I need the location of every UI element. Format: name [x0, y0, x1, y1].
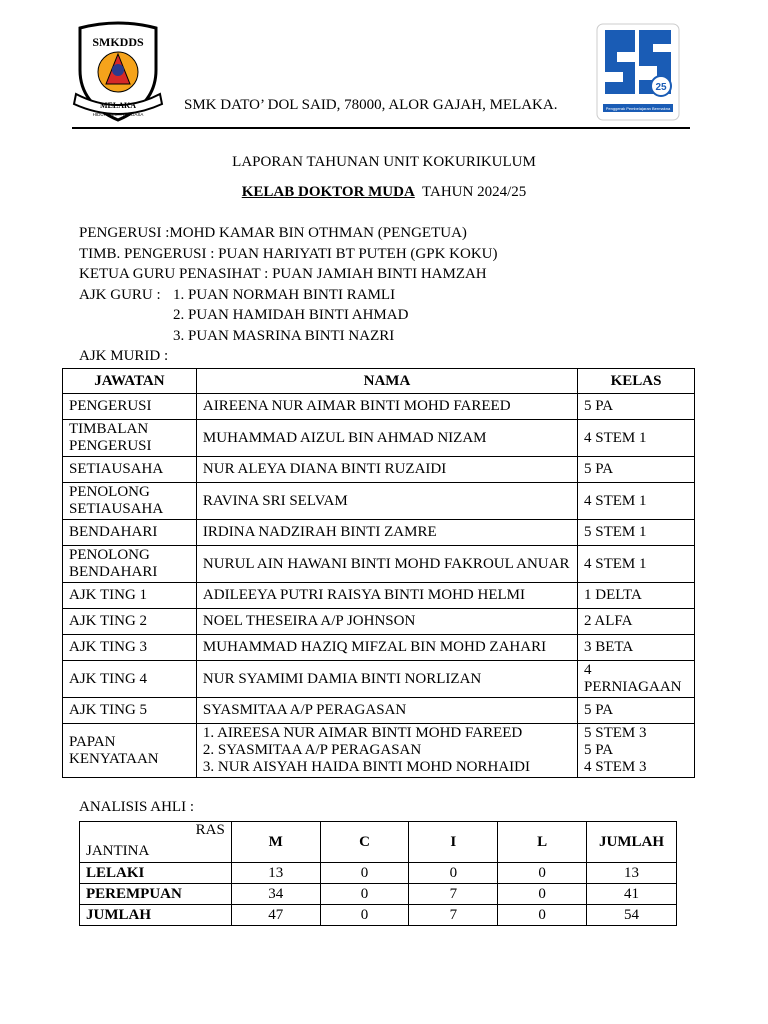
table-row [63, 394, 695, 420]
kpm-logo-number: 25 [655, 82, 667, 93]
cell-jawatan: SETIAUSAHA [63, 457, 197, 483]
table-row [63, 609, 695, 635]
header-i: I [409, 822, 498, 863]
school-address: SMK DATO’ DOL SAID, 78000, ALOR GAJAH, MELAKA. [184, 97, 558, 113]
papan-kelas-1: 5 STEM 3 [584, 725, 647, 741]
cell-value: 7 [409, 884, 498, 905]
cell-jawatan: AJK TING 1 [63, 583, 197, 609]
cell-value: 34 [231, 884, 320, 905]
cell-kelas: 5 PA [578, 394, 695, 420]
cell-nama: SYASMITAA A/P PERAGASAN [196, 698, 577, 724]
cell-jawatan: AJK TING 4 [63, 661, 197, 698]
table-row [63, 546, 695, 583]
ajk-murid-label: AJK MURID : [79, 348, 169, 364]
header-divider [72, 127, 690, 129]
cell-kelas-list [578, 724, 695, 778]
club-name: KELAB DOKTOR MUDA [241, 184, 415, 200]
cell-value: 54 [587, 905, 677, 926]
papan-kelas-3: 4 STEM 3 [584, 759, 647, 775]
cell-value: 0 [320, 884, 409, 905]
cell-jawatan: PENOLONG SETIAUSAHA [63, 483, 197, 520]
kpm-logo-caption: Penggerak Pembelajaran Bermakna [605, 106, 671, 111]
table-row [63, 420, 695, 457]
cell-jawatan: AJK TING 2 [63, 609, 197, 635]
cell-kelas: 4 STEM 1 [578, 546, 695, 583]
row-label: PEREMPUAN [80, 884, 232, 905]
report-year: TAHUN 2024/25 [422, 184, 527, 200]
analysis-header-row [80, 822, 677, 863]
cell-nama: NURUL AIN HAWANI BINTI MOHD FAKROUL ANUAR [196, 546, 577, 583]
header-m: M [231, 822, 320, 863]
cell-value: 0 [320, 905, 409, 926]
cell-nama: NOEL THESEIRA A/P JOHNSON [196, 609, 577, 635]
table-row [80, 863, 677, 884]
row-label: JUMLAH [80, 905, 232, 926]
timb-pengerusi-line: TIMB. PENGERUSI : PUAN HARIYATI BT PUTEH (GPK KOKU) [79, 246, 498, 262]
header-jumlah: JUMLAH [587, 822, 677, 863]
cell-nama: AIREENA NUR AIMAR BINTI MOHD FAREED [196, 394, 577, 420]
table-row [80, 905, 677, 926]
crest-text-bottom: MELAKA [100, 101, 136, 110]
cell-nama: RAVINA SRI SELVAM [196, 483, 577, 520]
ajk-guru-1: 1. PUAN NORMAH BINTI RAMLI [173, 287, 396, 303]
row-label: LELAKI [80, 863, 232, 884]
cell-nama: NUR SYAMIMI DAMIA BINTI NORLIZAN [196, 661, 577, 698]
header-jawatan: JAWATAN [63, 369, 197, 394]
crest-motto: HIDUP MESTI BERJASA [92, 112, 144, 117]
cell-kelas: 4 STEM 1 [578, 420, 695, 457]
analysis-label: ANALISIS AHLI : [79, 799, 194, 815]
table-row-papan-kenyataan [63, 724, 695, 778]
ajk-guru-label: AJK GURU : [79, 287, 161, 303]
cell-kelas: 4 PERNIAGAAN [578, 661, 695, 698]
club-title-line [0, 184, 768, 201]
cell-kelas: 5 PA [578, 698, 695, 724]
header-kelas: KELAS [578, 369, 695, 394]
cell-value: 7 [409, 905, 498, 926]
cell-kelas: 1 DELTA [578, 583, 695, 609]
report-title: LAPORAN TAHUNAN UNIT KOKURIKULUM [232, 154, 536, 170]
header-c: C [320, 822, 409, 863]
table-row [63, 635, 695, 661]
cell-kelas: 3 BETA [578, 635, 695, 661]
cell-value: 0 [498, 863, 587, 884]
ajk-guru-3: 3. PUAN MASRINA BINTI NAZRI [173, 328, 395, 344]
corner-jantina: JANTINA [86, 843, 150, 859]
corner-ras: RAS [195, 822, 225, 838]
cell-nama: MUHAMMAD HAZIQ MIFZAL BIN MOHD ZAHARI [196, 635, 577, 661]
table-row [63, 520, 695, 546]
table-row [63, 698, 695, 724]
table-row [80, 884, 677, 905]
table-row [63, 457, 695, 483]
cell-jawatan: PENGERUSI [63, 394, 197, 420]
cell-value: 13 [587, 863, 677, 884]
cell-nama-list [196, 724, 577, 778]
papan-name-3: 3. NUR AISYAH HAIDA BINTI MOHD NORHAIDI [202, 759, 530, 775]
table-row [63, 661, 695, 698]
cell-jawatan: PENOLONG BENDAHARI [63, 546, 197, 583]
papan-kelas-2: 5 PA [584, 742, 614, 758]
committee-table [62, 368, 695, 778]
cell-value: 0 [498, 884, 587, 905]
cell-jawatan: AJK TING 3 [63, 635, 197, 661]
cell-kelas: 5 STEM 1 [578, 520, 695, 546]
cell-nama: IRDINA NADZIRAH BINTI ZAMRE [196, 520, 577, 546]
cell-jawatan: TIMBALAN PENGERUSI [63, 420, 197, 457]
ajk-guru-2: 2. PUAN HAMIDAH BINTI AHMAD [173, 307, 409, 323]
ketua-guru-line: KETUA GURU PENASIHAT : PUAN JAMIAH BINTI HAMZAH [79, 266, 487, 282]
crest-text-top: SMKDDS [92, 35, 144, 49]
cell-kelas: 2 ALFA [578, 609, 695, 635]
cell-value: 0 [498, 905, 587, 926]
membership-analysis-table [79, 821, 677, 926]
cell-value: 0 [320, 863, 409, 884]
kpm-25-logo [595, 22, 681, 122]
header-l: L [498, 822, 587, 863]
cell-value: 41 [587, 884, 677, 905]
cell-kelas: 4 STEM 1 [578, 483, 695, 520]
cell-jawatan: AJK TING 5 [63, 698, 197, 724]
cell-value: 0 [409, 863, 498, 884]
cell-value: 13 [231, 863, 320, 884]
table-row [63, 483, 695, 520]
pengerusi-line: PENGERUSI :MOHD KAMAR BIN OTHMAN (PENGETUA) [79, 225, 467, 241]
school-crest-logo [72, 20, 164, 124]
cell-nama: NUR ALEYA DIANA BINTI RUZAIDI [196, 457, 577, 483]
cell-kelas: 5 PA [578, 457, 695, 483]
header-nama: NAMA [196, 369, 577, 394]
cell-nama: MUHAMMAD AIZUL BIN AHMAD NIZAM [196, 420, 577, 457]
cell-jawatan: BENDAHARI [63, 520, 197, 546]
corner-cell [80, 822, 232, 863]
cell-nama: ADILEEYA PUTRI RAISYA BINTI MOHD HELMI [196, 583, 577, 609]
committee-header-row [63, 369, 695, 394]
papan-name-2: 2. SYASMITAA A/P PERAGASAN [202, 742, 422, 758]
table-row [63, 583, 695, 609]
papan-name-1: 1. AIREESA NUR AIMAR BINTI MOHD FAREED [202, 725, 523, 741]
cell-value: 47 [231, 905, 320, 926]
cell-jawatan: PAPAN KENYATAAN [63, 724, 197, 778]
